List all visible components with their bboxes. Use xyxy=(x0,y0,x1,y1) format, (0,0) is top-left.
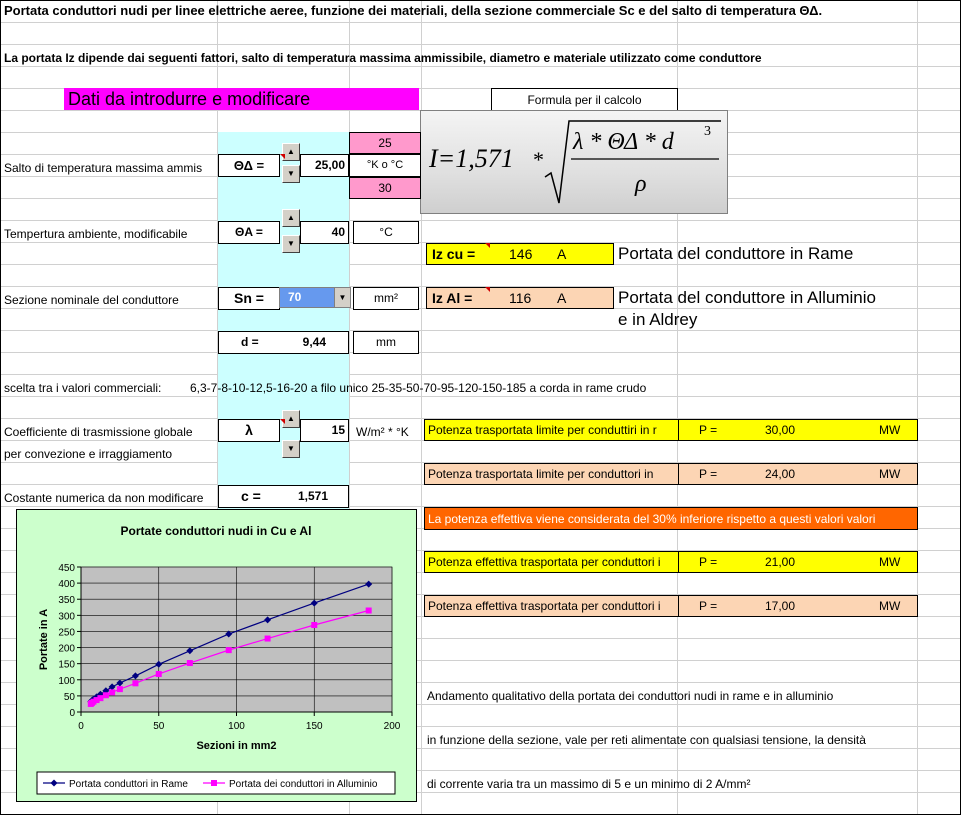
salto-unit-cell xyxy=(349,154,421,177)
diametro-symbol: d = xyxy=(241,335,259,349)
costante-symbol: c = xyxy=(241,488,261,504)
comment-marker xyxy=(485,243,490,248)
ambiente-spin-down[interactable]: ▼ xyxy=(282,235,300,253)
data-point-al xyxy=(366,608,372,614)
orange-note-text: La potenza effettiva viene considerata del 30% inferiore rispetto a questi valori valori xyxy=(428,512,876,526)
y-tick-label: 150 xyxy=(58,659,75,671)
coefficiente-symbol-cell xyxy=(218,419,280,442)
coefficiente-spinner[interactable] xyxy=(282,410,300,454)
ambiente-unit-cell xyxy=(353,221,419,244)
input-header xyxy=(64,88,419,110)
coefficiente-unit: W/m² * °K xyxy=(356,425,409,439)
data-point-al xyxy=(187,660,193,666)
salto-spin-up[interactable]: ▲ xyxy=(282,143,300,161)
y-tick-label: 50 xyxy=(63,691,75,703)
y-tick-label: 200 xyxy=(58,643,75,655)
legend-label-al: Portata dei conduttori in Alluminio xyxy=(229,779,378,790)
result-cu-value: 146 xyxy=(509,246,533,262)
commerciali-label: scelta tra i valori commerciali: xyxy=(4,381,162,395)
y-tick-label: 400 xyxy=(58,579,75,591)
costante-cell xyxy=(218,485,349,508)
comment-marker xyxy=(280,154,285,159)
diametro-cell xyxy=(218,331,349,354)
coefficiente-spin-up[interactable]: ▲ xyxy=(282,410,300,428)
sezione-selected-value: 70 xyxy=(288,290,302,304)
power-value: 21,00 xyxy=(765,555,796,569)
y-tick-label: 350 xyxy=(58,595,75,607)
intro-text: La portata Iz dipende dai seguenti fattori, salto di temperatura massima ammissibile, diametro e materiale utilizzato come conduttore xyxy=(4,51,762,65)
formula-numerator: λ * ΘΔ * d xyxy=(573,129,674,155)
sezione-unit-cell xyxy=(353,287,419,310)
power-symbol: P = xyxy=(699,423,718,437)
result-cu-label: Iz cu = xyxy=(432,246,476,262)
data-point-al xyxy=(132,680,138,686)
salto-option-2[interactable] xyxy=(349,177,421,199)
power-symbol: P = xyxy=(699,467,718,481)
result-al-unit: A xyxy=(557,290,567,306)
x-axis-label: Sezioni in mm2 xyxy=(196,740,277,752)
ambiente-symbol-cell xyxy=(218,221,280,244)
result-al-desc-2: e in Aldrey xyxy=(618,310,698,329)
chart-panel[interactable] xyxy=(16,509,417,802)
formula-label-box xyxy=(491,88,678,111)
sezione-symbol: Sn = xyxy=(234,290,264,306)
sezione-symbol-cell xyxy=(218,287,280,310)
sezione-selected xyxy=(280,288,336,307)
data-point-al xyxy=(156,671,162,677)
formula-label: Formula per il calcolo xyxy=(527,93,642,107)
power-unit: MW xyxy=(879,467,901,481)
note-line-1: Andamento qualitativo della portata dei conduttori nudi in rame e in alluminio xyxy=(427,689,834,703)
formula-star: * xyxy=(533,147,544,172)
result-al-label: Iz Al = xyxy=(432,290,473,306)
y-tick-label: 250 xyxy=(58,627,75,639)
power-symbol: P = xyxy=(699,599,718,613)
chevron-down-icon[interactable]: ▼ xyxy=(334,288,350,307)
salto-spinner[interactable] xyxy=(282,143,300,187)
power-unit: MW xyxy=(879,555,901,569)
salto-value-cell xyxy=(300,154,349,177)
salto-option-1[interactable] xyxy=(349,132,421,154)
power-unit: MW xyxy=(879,599,901,613)
comment-marker xyxy=(280,419,285,424)
power-label: Potenza trasportata limite per conduttori in xyxy=(428,467,654,481)
result-al-value: 116 xyxy=(509,290,532,306)
note-line-2: in funzione della sezione, vale per reti alimentate con qualsiasi tensione, la densità xyxy=(427,733,866,747)
y-axis-label: Portate in A xyxy=(38,608,50,671)
orange-note xyxy=(424,507,918,530)
salto-spin-down[interactable]: ▼ xyxy=(282,165,300,183)
coefficiente-symbol: λ xyxy=(245,422,253,438)
result-cu-unit: A xyxy=(557,246,567,262)
power-symbol: P = xyxy=(699,555,718,569)
formula-denominator: ρ xyxy=(635,171,647,197)
power-label: Potenza effettiva trasportata per conduttori i xyxy=(428,599,661,613)
commerciali-values: 6,3-7-8-10-12,5-16-20 a filo unico 25-35-50-70-95-120-150-185 a corda in rame crudo xyxy=(190,381,647,395)
page-title: Portata conduttori nudi per linee elettriche aeree, funzione dei materiali, della sezione commerciale Sc e del salto di temperatura ΘΔ. xyxy=(4,3,823,18)
chart-svg xyxy=(17,510,416,801)
salto-value: 25,00 xyxy=(314,158,345,172)
data-point-al xyxy=(103,692,109,698)
power-row xyxy=(424,595,918,617)
x-tick-label: 200 xyxy=(383,721,401,732)
salto-option-2-label: 30 xyxy=(378,181,392,195)
ambiente-spin-up[interactable]: ▲ xyxy=(282,209,300,227)
formula-graphic xyxy=(421,111,729,215)
x-tick-label: 50 xyxy=(153,721,165,732)
salto-label: Salto di temperatura massima ammis xyxy=(4,161,203,175)
ambiente-value: 40 xyxy=(331,225,345,239)
note-line-3: di corrente varia tra un massimo di 5 e un minimo di 2 A/mm² xyxy=(427,777,751,791)
x-tick-label: 150 xyxy=(305,721,323,732)
y-tick-label: 0 xyxy=(69,708,75,719)
ambiente-label: Tempertura ambiente, modificabile xyxy=(4,227,188,241)
formula-exponent: 3 xyxy=(704,124,711,139)
power-label: Potenza effettiva trasportata per conduttori i xyxy=(428,555,661,569)
x-tick-label: 100 xyxy=(228,721,245,732)
diametro-unit: mm xyxy=(376,335,396,349)
coefficiente-value-cell xyxy=(300,419,349,442)
salto-symbol: ΘΔ = xyxy=(233,158,265,173)
coefficiente-label-2: per convezione e irraggiamento xyxy=(4,447,173,461)
sezione-label: Sezione nominale del conduttore xyxy=(4,293,179,307)
power-row xyxy=(424,551,918,573)
result-cu-cell xyxy=(426,243,614,265)
chart-title: Portate conduttori nudi in Cu e Al xyxy=(120,524,312,538)
power-unit: MW xyxy=(879,423,901,437)
salto-option-1-label: 25 xyxy=(378,136,392,150)
y-tick-label: 300 xyxy=(58,611,75,623)
ambiente-spinner[interactable] xyxy=(282,209,300,253)
diametro-value: 9,44 xyxy=(302,335,326,349)
power-row xyxy=(424,419,918,441)
legend-marker-al xyxy=(211,780,217,786)
x-tick-label: 0 xyxy=(78,721,84,732)
costante-label: Costante numerica da non modificare xyxy=(4,491,204,505)
input-header-label: Dati da introdurre e modificare xyxy=(68,89,311,109)
y-tick-label: 450 xyxy=(58,563,75,574)
ambiente-value-cell xyxy=(300,221,349,244)
coefficiente-value: 15 xyxy=(331,423,345,437)
data-point-al xyxy=(226,647,232,653)
ambiente-unit: °C xyxy=(379,225,393,239)
data-point-al xyxy=(311,622,317,628)
legend-label-cu: Portata conduttori in Rame xyxy=(69,779,188,790)
power-row xyxy=(424,463,918,485)
formula-box xyxy=(420,110,728,214)
result-cu-desc: Portata del conduttore in Rame xyxy=(618,244,854,263)
power-label: Potenza trasportata limite per conduttiri in r xyxy=(428,423,657,437)
formula-lhs: I=1,571 xyxy=(429,144,514,173)
data-point-al xyxy=(117,686,123,692)
power-value: 17,00 xyxy=(765,599,796,613)
coefficiente-label: Coefficiente di trasmissione globale xyxy=(4,425,193,439)
result-al-desc-1: Portata del conduttore in Alluminio xyxy=(618,288,876,307)
salto-symbol-cell xyxy=(218,154,280,177)
power-value: 30,00 xyxy=(765,423,796,437)
sezione-unit: mm² xyxy=(374,291,398,305)
power-value: 24,00 xyxy=(765,467,796,481)
coefficiente-spin-down[interactable]: ▼ xyxy=(282,440,300,458)
y-tick-label: 100 xyxy=(58,675,75,687)
sezione-dropdown[interactable] xyxy=(279,287,351,308)
ambiente-symbol: ΘA = xyxy=(235,225,263,239)
data-point-al xyxy=(265,636,271,642)
data-point-al xyxy=(109,689,115,695)
data-point-al xyxy=(97,695,103,701)
costante-value: 1,571 xyxy=(297,489,328,503)
salto-unit: °K o °C xyxy=(366,159,404,171)
result-al-cell xyxy=(426,287,614,309)
diametro-unit-cell xyxy=(353,331,419,354)
comment-marker xyxy=(485,287,490,292)
